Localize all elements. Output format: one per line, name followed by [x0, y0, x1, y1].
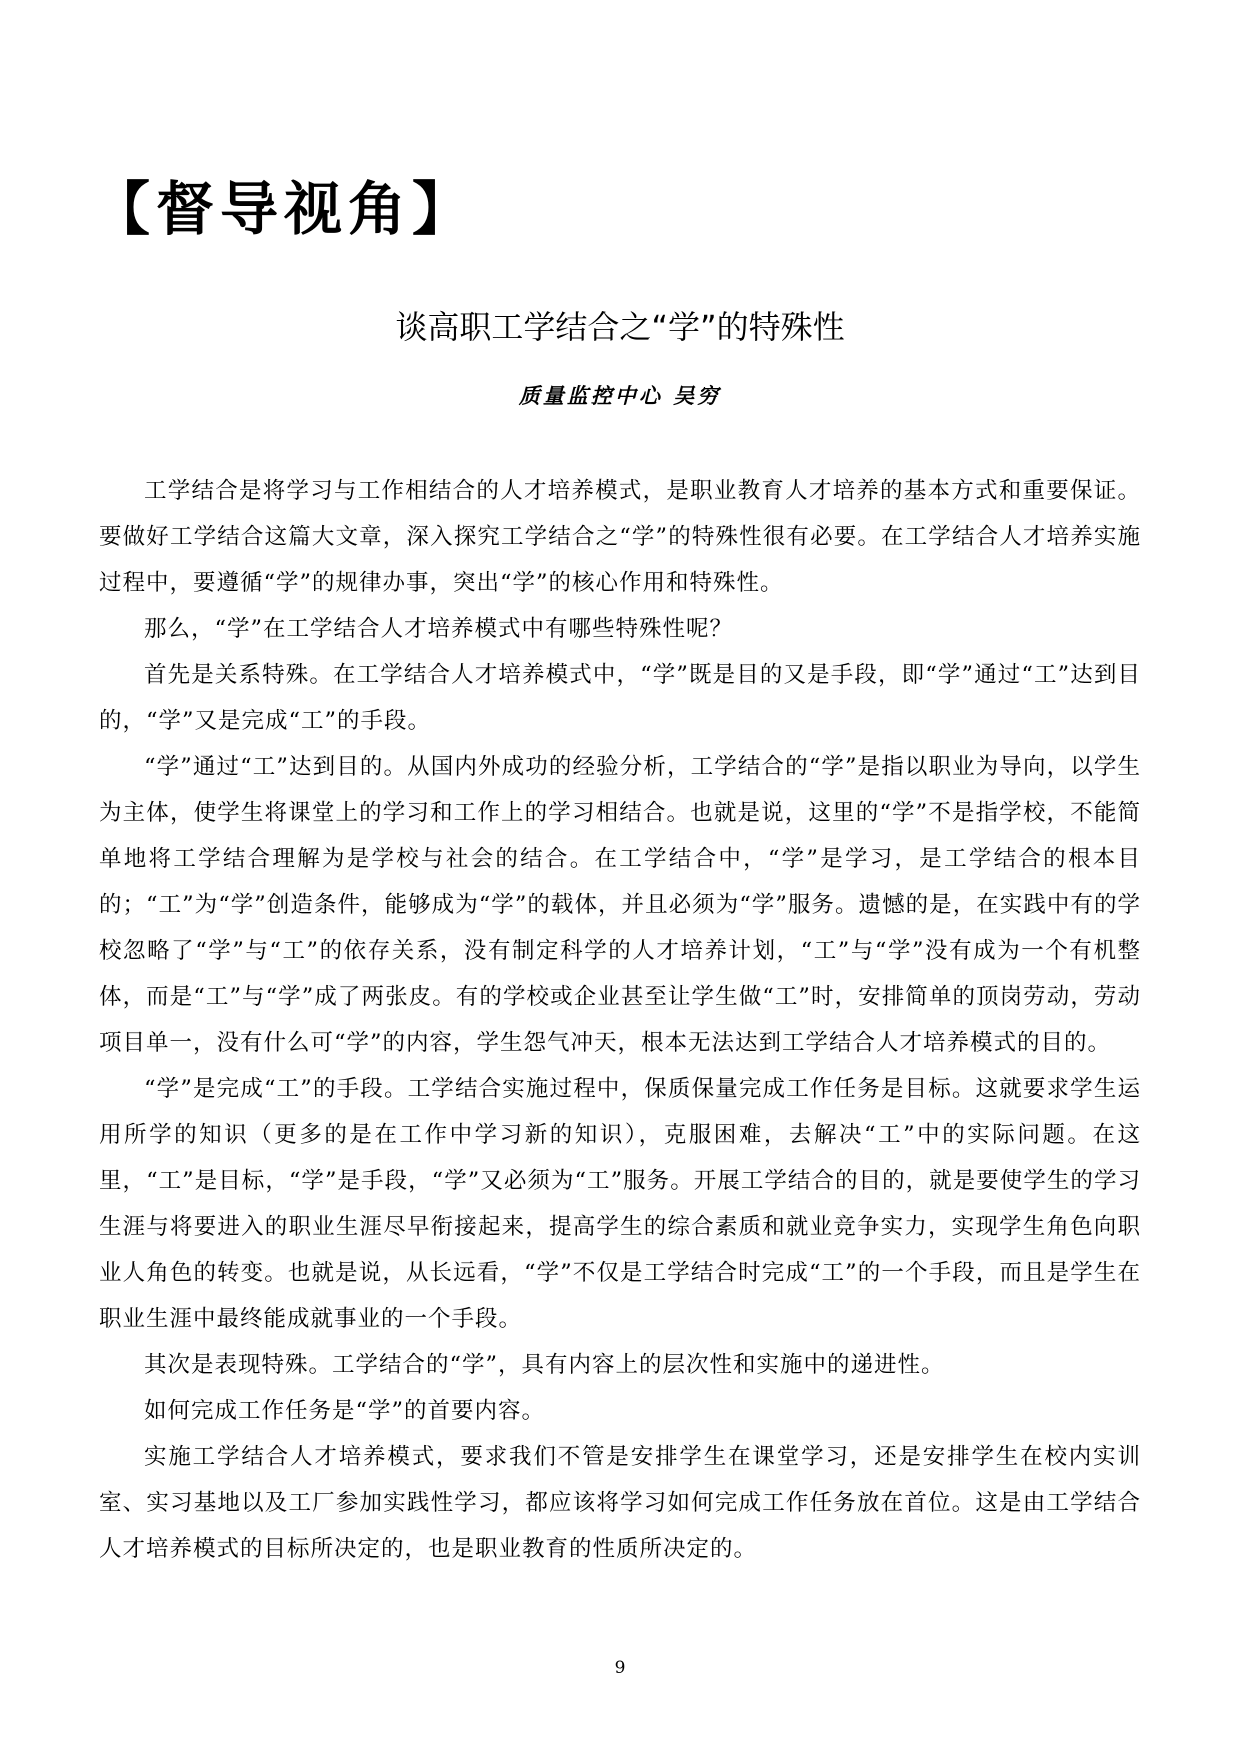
paragraph: 工学结合是将学习与工作相结合的人才培养模式，是职业教育人才培养的基本方式和重要保证。要做好工学结合这篇大文章，深入探究工学结合之“学”的特殊性很有必要。在工学结合人才培养实施过程中，要遵循“学”的规律办事，突出“学”的核心作用和特殊性。: [99, 478, 1141, 596]
article-byline: 质量监控中心 吴穷: [518, 383, 722, 408]
paragraph: 那么，“学”在工学结合人才培养模式中有哪些特殊性呢？: [144, 616, 734, 642]
article-title: 谈高职工学结合之“学”的特殊性: [395, 308, 845, 346]
article-body: [99, 468, 1141, 1572]
paragraph: 首先是关系特殊。在工学结合人才培养模式中，“学”既是目的又是手段，即“学”通过“工”达到目的，“学”又是完成“工”的手段。: [99, 662, 1141, 734]
paragraph: 实施工学结合人才培养模式，要求我们不管是安排学生在课堂学习，还是安排学生在校内实训室、实习基地以及工厂参加实践性学习，都应该将学习如何完成工作任务放在首位。这是由工学结合人才培养模式的目标所决定的，也是职业教育的性质所决定的。: [99, 1444, 1141, 1562]
paragraph: 其次是表现特殊。工学结合的“学”，具有内容上的层次性和实施中的递进性。: [144, 1352, 945, 1378]
paragraph: 如何完成工作任务是“学”的首要内容。: [144, 1398, 546, 1424]
page-number: 9: [614, 1658, 626, 1678]
paragraph: “学”是完成“工”的手段。工学结合实施过程中，保质保量完成工作任务是目标。这就要求学生运用所学的知识（更多的是在工作中学习新的知识），克服困难，去解决“工”中的实际问题。在这里，“工”是目标，“学”是手段，“学”又必须为“工”服务。开展工学结合的目的，就是要使学生的学习生涯与将要进入的职业生涯尽早衔接起来，提高学生的综合素质和就业竞争实力，实现学生角色向职业人角色的转变。也就是说，从长远看，“学”不仅是工学结合时完成“工”的一个手段，而且是学生在职业生涯中最终能成就事业的一个手段。: [99, 1076, 1141, 1332]
paragraph: “学”通过“工”达到目的。从国内外成功的经验分析，工学结合的“学”是指以职业为导向，以学生为主体，使学生将课堂上的学习和工作上的学习相结合。也就是说，这里的“学”不是指学校，不能简单地将工学结合理解为是学校与社会的结合。在工学结合中，“学”是学习，是工学结合的根本目的；“工”为“学”创造条件，能够成为“学”的载体，并且必须为“学”服务。遗憾的是，在实践中有的学校忽略了“学”与“工”的依存关系，没有制定科学的人才培养计划，“工”与“学”没有成为一个有机整体，而是“工”与“学”成了两张皮。有的学校或企业甚至让学生做“工”时，安排简单的顶岗劳动，劳动项目单一，没有什么可“学”的内容，学生怨气冲天，根本无法达到工学结合人才培养模式的目的。: [99, 754, 1141, 1056]
section-header: 【督导视角】: [92, 175, 477, 243]
